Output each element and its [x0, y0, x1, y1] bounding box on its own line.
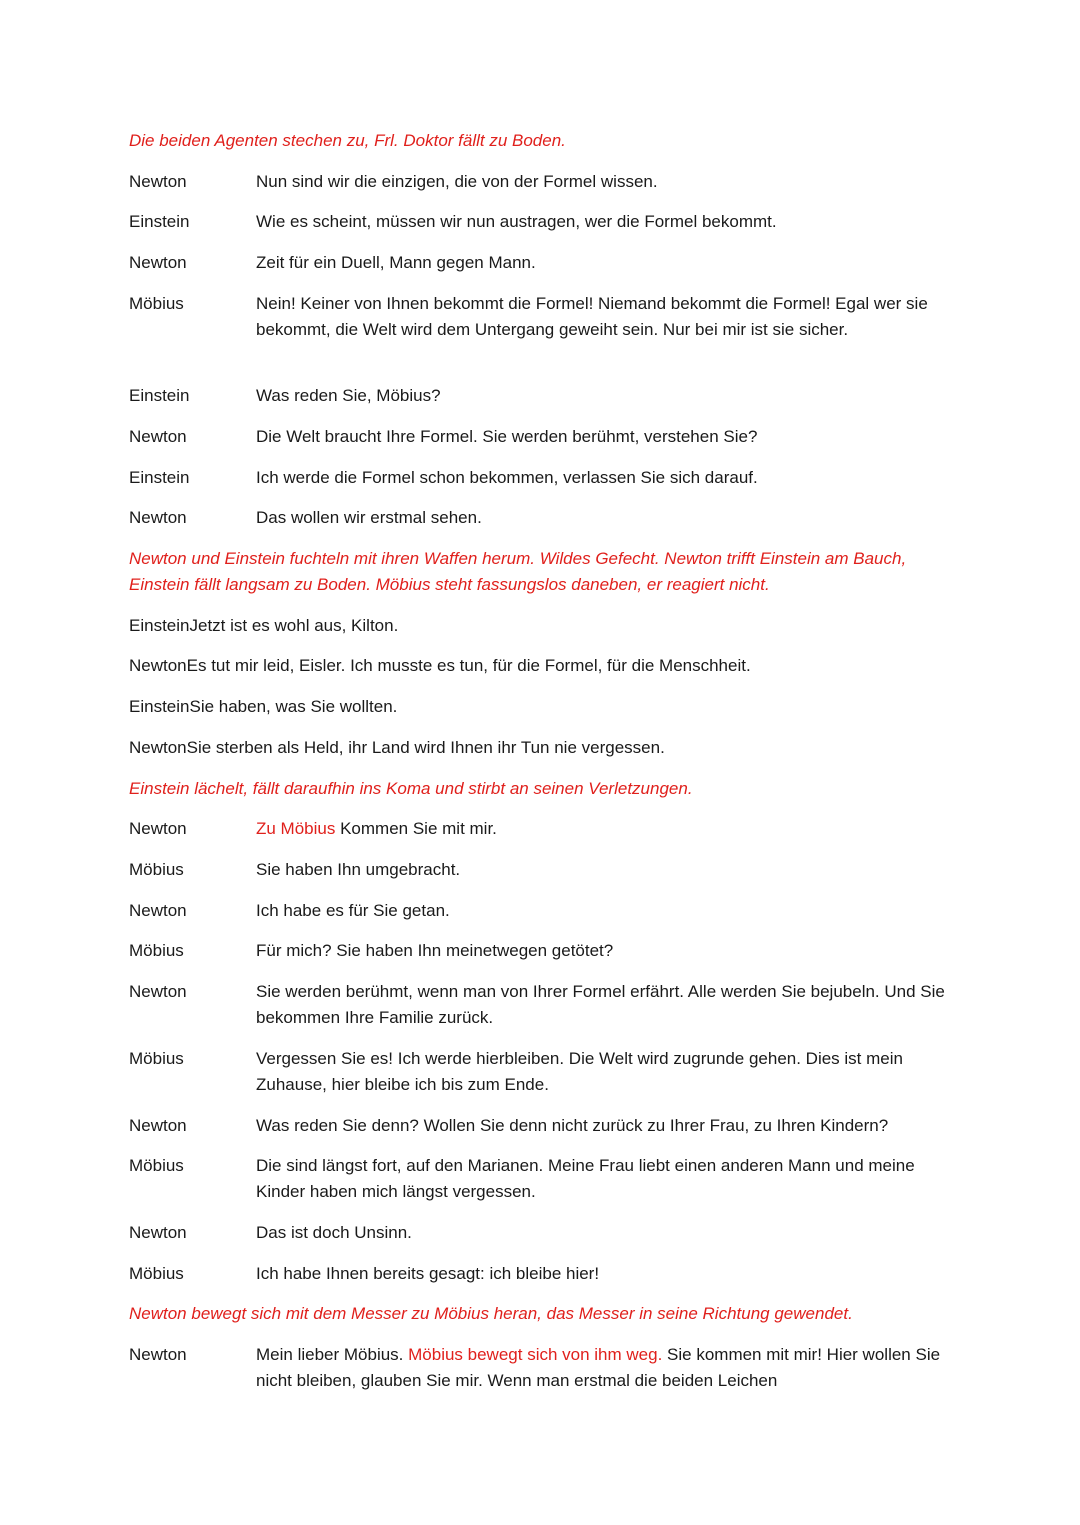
speech-text-part: Sie kommen mit mir! Hier wollen Sie nicht bleiben, glauben Sie mir. Wenn man erstmal die beiden Leichen — [256, 1345, 941, 1390]
speaker-name: Newton — [129, 1345, 187, 1364]
stage-direction: Newton bewegt sich mit dem Messer zu Möbius heran, das Messer in seine Richtung gewendet. — [129, 1304, 853, 1323]
speech-text: Wie es scheint, müssen wir nun austragen, wer die Formel bekommt. — [256, 212, 777, 231]
speech-text-part: Kommen Sie mit mir. — [335, 819, 497, 838]
speaker-name: Möbius — [129, 1156, 184, 1175]
dialogue-line-inline — [129, 694, 949, 720]
speech-text: Sie haben Ihn umgebracht. — [256, 860, 461, 879]
speaker-name: Newton — [129, 738, 187, 757]
stage-direction: Einstein lächelt, fällt daraufhin ins Koma und stirbt an seinen Verletzungen. — [129, 779, 693, 798]
speech-text — [256, 1342, 946, 1394]
speech-text: Sie haben, was Sie wollten. — [189, 697, 398, 716]
speaker-name: Newton — [129, 1116, 187, 1135]
speech-text: Für mich? Sie haben Ihn meinetwegen getötet? — [256, 941, 614, 960]
speech-text: Nein! Keiner von Ihnen bekommt die Formel! Niemand bekommt die Formel! Egal wer sie bekommt, die Welt wird dem Untergang geweiht sein. Nur bei mir ist sie sicher. — [256, 294, 928, 339]
speech-text: Die Welt braucht Ihre Formel. Sie werden berühmt, verstehen Sie? — [256, 427, 758, 446]
speech-text: Was reden Sie denn? Wollen Sie denn nicht zurück zu Ihrer Frau, zu Ihren Kindern? — [256, 1116, 889, 1135]
speech-text: Es tut mir leid, Eisler. Ich musste es tun, für die Formel, für die Menschheit. — [186, 656, 751, 675]
speaker-name: Einstein — [129, 616, 190, 635]
speaker-name: Newton — [129, 508, 187, 527]
speech-text: Das wollen wir erstmal sehen. — [256, 508, 482, 527]
speaker-name: Newton — [129, 253, 187, 272]
dialogue-line-inline — [129, 653, 949, 679]
speech-text: Zeit für ein Duell, Mann gegen Mann. — [256, 253, 536, 272]
speech-text: Was reden Sie, Möbius? — [256, 386, 441, 405]
speaker-name: Newton — [129, 1223, 187, 1242]
speaker-name: Möbius — [129, 860, 184, 879]
speaker-name: Newton — [129, 901, 187, 920]
speaker-name: Newton — [129, 819, 187, 838]
speaker-name: Einstein — [129, 697, 190, 716]
speaker-name: Möbius — [129, 1049, 184, 1068]
speaker-name: Newton — [129, 656, 187, 675]
speech-text: Ich werde die Formel schon bekommen, verlassen Sie sich darauf. — [256, 468, 758, 487]
inline-stage-direction: Zu Möbius — [256, 819, 336, 838]
speech-text: Sie werden berühmt, wenn man von Ihrer Formel erfährt. Alle werden Sie bejubeln. Und Sie bekommen Ihre Familie zurück. — [256, 982, 945, 1027]
stage-direction: Newton und Einstein fuchteln mit ihren Waffen herum. Wildes Gefecht. Newton trifft Einstein am Bauch, Einstein fällt langsam zu Boden. Möbius steht fassungslos daneben, er reagiert nicht. — [129, 549, 907, 594]
speech-text: Die sind längst fort, auf den Marianen. Meine Frau liebt einen anderen Mann und meine Kinder haben mich längst vergessen. — [256, 1156, 915, 1201]
speaker-name: Newton — [129, 982, 187, 1001]
inline-stage-direction: Möbius bewegt sich von ihm weg. — [408, 1345, 663, 1364]
speech-text: Nun sind wir die einzigen, die von der Formel wissen. — [256, 172, 658, 191]
dialogue-line-inline — [129, 613, 949, 639]
speech-text-part: Mein lieber Möbius. — [256, 1345, 409, 1364]
speaker-name: Möbius — [129, 1264, 184, 1283]
stage-direction: Die beiden Agenten stechen zu, Frl. Doktor fällt zu Boden. — [129, 131, 566, 150]
speech-text: Ich habe es für Sie getan. — [256, 901, 450, 920]
speech-text: Vergessen Sie es! Ich werde hierbleiben. Die Welt wird zugrunde gehen. Dies ist mein Zuhause, hier bleibe ich bis zum Ende. — [256, 1049, 903, 1094]
speaker-name: Möbius — [129, 294, 184, 313]
speaker-name: Möbius — [129, 941, 184, 960]
speech-text: Ich habe Ihnen bereits gesagt: ich bleibe hier! — [256, 1264, 600, 1283]
speaker-name: Newton — [129, 427, 187, 446]
speech-text: Das ist doch Unsinn. — [256, 1223, 412, 1242]
speech-text: Jetzt ist es wohl aus, Kilton. — [189, 616, 399, 635]
speaker-name: Einstein — [129, 212, 190, 231]
speaker-name: Einstein — [129, 386, 190, 405]
speaker-name: Newton — [129, 172, 187, 191]
dialogue-line-inline — [129, 735, 949, 761]
speech-text: Sie sterben als Held, ihr Land wird Ihnen ihr Tun nie vergessen. — [186, 738, 665, 757]
speech-text — [256, 816, 946, 842]
speaker-name: Einstein — [129, 468, 190, 487]
